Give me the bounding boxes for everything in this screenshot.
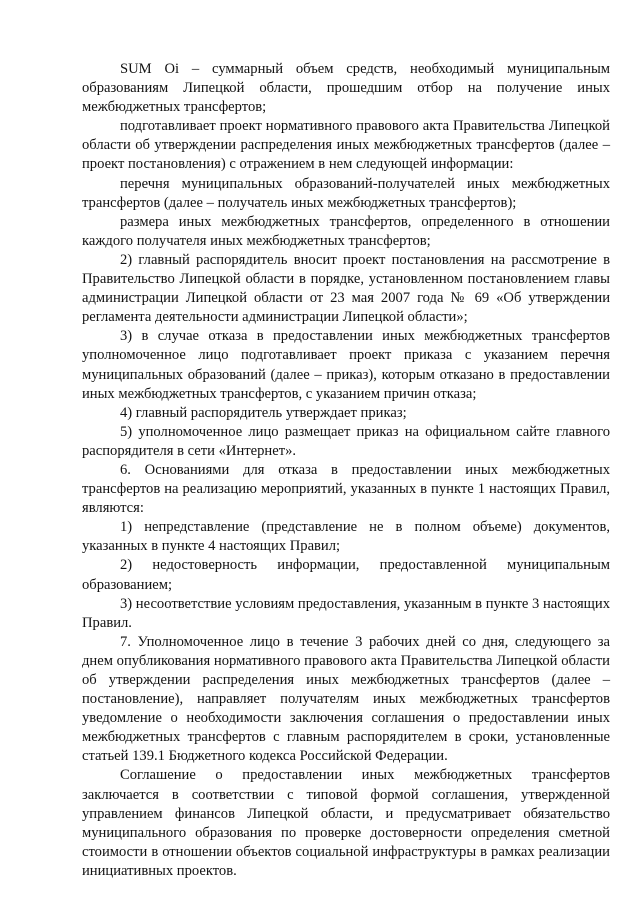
paragraph-sum-oi-definition: SUM Oi – суммарный объем средств, необходимый муниципальным образованиям Липецкой области, прошедшим отбор на получение иных межбюджетных трансфертов; bbox=[82, 61, 610, 116]
paragraph-item-3: 3) в случае отказа в предоставлении иных межбюджетных трансфертов уполномоченное лицо подготавливает проект приказа с указанием перечня муниципальных образований (далее – приказ), которым отказано в предоставлении иных межбюджетных трансфертов, с указанием причин отказа; bbox=[82, 328, 610, 402]
paragraph-item-4: 4) главный распорядитель утверждает приказ; bbox=[120, 404, 407, 421]
paragraph-list-of-recipients: перечня муниципальных образований-получателей иных межбюджетных трансфертов (далее – получатель иных межбюджетных трансфертов); bbox=[82, 175, 610, 211]
paragraph-item-5: 5) уполномоченное лицо размещает приказ на официальном сайте главного распорядителя в сети «Интернет». bbox=[82, 423, 610, 459]
paragraph-agreement: Соглашение о предоставлении иных межбюджетных трансфертов заключается в соответствии с типовой формой соглашения, утвержденной управлением финансов Липецкой области, и предусматривает обязательство муниципального образования по проверке достоверности определения сметной стоимости в отношении объектов социальной инфраструктуры в рамках реализации инициативных проектов. bbox=[82, 767, 610, 879]
paragraph-prepares-draft-act: подготавливает проект нормативного правового акта Правительства Липецкой области об утверждении распределения иных межбюджетных трансфертов (далее – проект постановления) с отражением в нем следующей информации: bbox=[82, 118, 610, 173]
paragraph-item-2: 2) главный распорядитель вносит проект постановления на рассмотрение в Правительство Липецкой области в порядке, установленном постановлением главы администрации Липецкой области от 23 мая 2007 года № 69 «Об утверждении регламента деятельности администрации Липецкой области»; bbox=[82, 251, 610, 326]
paragraph-section-7: 7. Уполномоченное лицо в течение 3 рабочих дней со дня, следующего за днем опубликования нормативного правового акта Правительства Липецкой области об утверждении распределения иных межбюджетных трансфертов (далее – постановление), направляет получателям иных межбюджетных трансфертов уведомление о необходимости заключения соглашения о предоставлении иных межбюджетных трансфертов с главным распорядителем в сроки, установленные статьей 139.1 Бюджетного кодекса Российской Федерации. bbox=[82, 633, 610, 765]
paragraph-section-6-item-1: 1) непредставление (представление не в полном объеме) документов, указанных в пункте 4 настоящих Правил; bbox=[82, 519, 610, 555]
paragraph-section-6-item-3: 3) несоответствие условиям предоставления, указанным в пункте 3 настоящих Правил. bbox=[82, 595, 610, 631]
paragraph-transfer-size: размера иных межбюджетных трансфертов, определенного в отношении каждого получателя иных межбюджетных трансфертов; bbox=[82, 213, 610, 249]
paragraph-section-6-item-2: 2) недостоверность информации, предоставленной муниципальным образованием; bbox=[82, 557, 610, 593]
paragraph-section-6: 6. Основаниями для отказа в предоставлении иных межбюджетных трансфертов на реализацию мероприятий, указанных в пункте 1 настоящих Правил, являются: bbox=[82, 461, 610, 517]
document-page bbox=[82, 60, 610, 881]
